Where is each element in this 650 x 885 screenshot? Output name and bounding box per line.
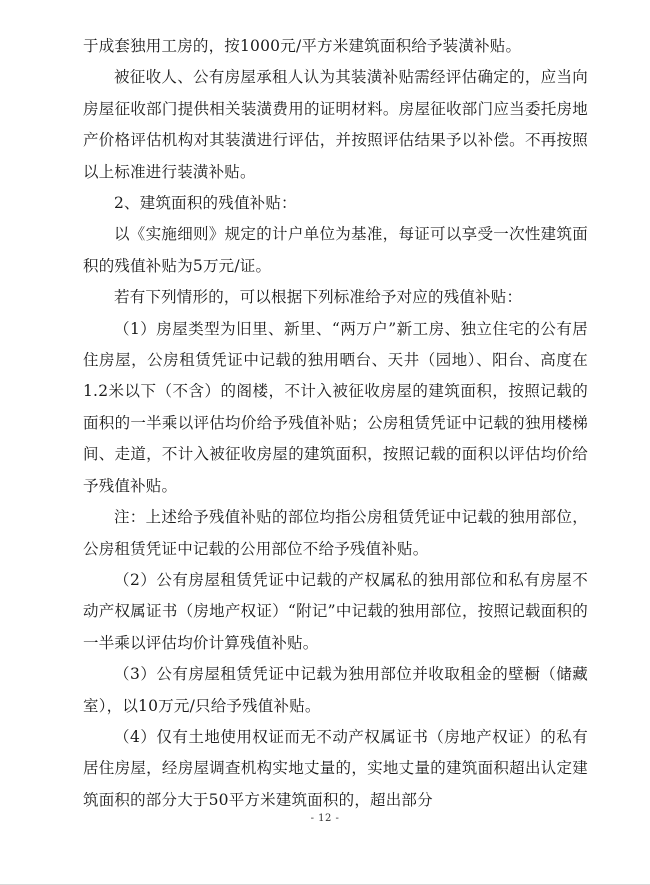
paragraph-continuation: 于成套独用工房的，按1000元/平方米建筑面积给予装潢补贴。 [83, 37, 522, 55]
paragraph-item-2: （2）公有房屋租赁凭证中记载的产权属私的独用部位和私有房屋不动产权属证书（房地产权证）“附记”中记载的独用部位，按照记载面积的一半乘以评估均价计算残值补贴。 [83, 570, 588, 652]
paragraph-base-subsidy: 以《实施细则》规定的计户单位为基准，每证可以享受一次性建筑面积的残值补贴为5万元/证。 [83, 225, 588, 275]
document-body [83, 31, 588, 816]
paragraph-note: 注：上述给予残值补贴的部位均指公房租赁凭证中记载的独用部位，公房租赁凭证中记载的公用部位不给予残值补贴。 [83, 508, 588, 558]
paragraph-conditions-intro: 若有下列情形的，可以根据下列标准给予对应的残值补贴： [114, 288, 523, 307]
paragraph-item-4: （4）仅有土地使用权证而无不动产权属证书（房地产权证）的私有居住房屋，经房屋调查机构实地丈量的，实地丈量的建筑面积超出认定建筑面积的部分大于50平方米建筑面积的，超出部分 [83, 727, 588, 809]
paragraph-item-3: （3）公有房屋租赁凭证中记载为独用部位并收取租金的壁橱（储藏室），以10万元/只给予残值补贴。 [83, 665, 588, 715]
paragraph-decoration-assessment: 被征收人、公有房屋承租人认为其装潢补贴需经评估确定的，应当向房屋征收部门提供相关装潢费用的证明材料。房屋征收部门应当委托房地产价格评估机构对其装潢进行评估，并按照评估结果予以补偿。不再按照以上标准进行装潢补贴。 [83, 68, 588, 181]
section-heading-residual-subsidy: 2、建筑面积的残值补贴： [114, 194, 297, 213]
paragraph-item-1: （1）房屋类型为旧里、新里、“两万户”新工房、独立住宅的公有居住房屋，公房租赁凭证中记载的独用晒台、天井（园地）、阳台、高度在1.2米以下（不含）的阁楼，不计入被征收房屋的建筑面积，按照记载的面积的一半乘以评估均价给予残值补贴；公房租赁凭证中记载的独用楼梯间、走道，不计入被征收房屋的建筑面积，按照记载的面积以评估均价给予残值补贴。 [83, 319, 588, 495]
page-number: - 12 - [310, 813, 340, 824]
